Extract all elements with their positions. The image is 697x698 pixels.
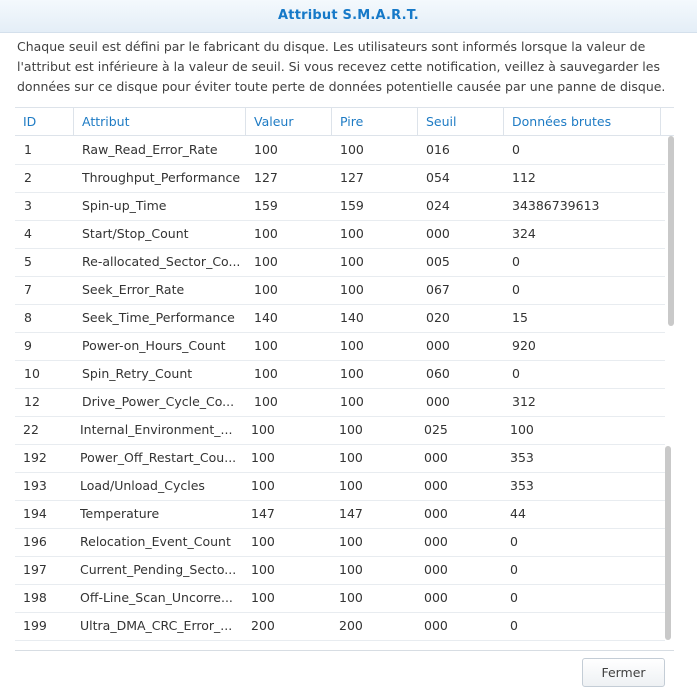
dialog-title: Attribut S.M.A.R.T.: [278, 8, 419, 23]
cell-donnees-brutes: 0: [510, 534, 518, 549]
cell-donnees-brutes: 312: [512, 394, 536, 409]
cell-pire: 159: [340, 198, 364, 213]
column-header-attribut[interactable]: Attribut: [74, 108, 246, 135]
cell-pire: 100: [339, 562, 363, 577]
cell-seuil: 000: [424, 450, 448, 465]
cell-seuil: 025: [424, 422, 448, 437]
scrollbar-thumb-lower[interactable]: [665, 446, 671, 640]
cell-pire: 100: [340, 366, 364, 381]
cell-seuil: 000: [424, 506, 448, 521]
cell-attribut: Load/Unload_Cycles: [80, 478, 205, 493]
cell-id: 5: [24, 254, 32, 269]
table-row[interactable]: [15, 584, 665, 613]
cell-pire: 100: [340, 338, 364, 353]
cell-id: 199: [23, 618, 47, 633]
cell-donnees-brutes: 34386739613: [512, 198, 600, 213]
cell-valeur: 100: [251, 422, 275, 437]
cell-seuil: 000: [424, 478, 448, 493]
cell-donnees-brutes: 920: [512, 338, 536, 353]
cell-id: 1: [24, 142, 32, 157]
cell-donnees-brutes: 0: [510, 618, 518, 633]
cell-donnees-brutes: 0: [510, 590, 518, 605]
scrollbar-thumb-upper[interactable]: [668, 136, 674, 326]
cell-pire: 100: [339, 422, 363, 437]
cell-seuil: 000: [424, 618, 448, 633]
cell-valeur: 159: [254, 198, 278, 213]
cell-pire: 147: [339, 506, 363, 521]
cell-pire: 140: [340, 310, 364, 325]
cell-valeur: 140: [254, 310, 278, 325]
cell-donnees-brutes: 0: [512, 142, 520, 157]
cell-donnees-brutes: 353: [510, 450, 534, 465]
cell-id: 192: [23, 450, 47, 465]
cell-attribut: Power-on_Hours_Count: [82, 338, 226, 353]
column-header-pire[interactable]: Pire: [332, 108, 418, 135]
cell-valeur: 100: [254, 254, 278, 269]
cell-attribut: Off-Line_Scan_Uncorre...: [80, 590, 233, 605]
cell-seuil: 016: [426, 142, 450, 157]
cell-donnees-brutes: 324: [512, 226, 536, 241]
cell-attribut: Re-allocated_Sector_Co...: [82, 254, 241, 269]
cell-attribut: Temperature: [80, 506, 160, 521]
cell-attribut: Raw_Read_Error_Rate: [82, 142, 218, 157]
cell-id: 7: [24, 282, 32, 297]
cell-id: 12: [24, 394, 40, 409]
cell-id: 198: [23, 590, 47, 605]
table-row[interactable]: [15, 304, 665, 333]
cell-id: 4: [24, 226, 32, 241]
cell-valeur: 100: [254, 226, 278, 241]
column-header-donnees-brutes[interactable]: Données brutes: [504, 108, 661, 135]
cell-donnees-brutes: 44: [510, 506, 526, 521]
cell-pire: 100: [340, 282, 364, 297]
cell-id: 22: [23, 422, 39, 437]
cell-seuil: 000: [424, 562, 448, 577]
cell-valeur: 200: [251, 618, 275, 633]
table-header: [15, 108, 674, 136]
cell-id: 194: [23, 506, 47, 521]
cell-attribut: Spin-up_Time: [82, 198, 167, 213]
cell-seuil: 000: [426, 226, 450, 241]
cell-seuil: 000: [426, 394, 450, 409]
cell-pire: 200: [339, 618, 363, 633]
cell-pire: 100: [339, 534, 363, 549]
table-row[interactable]: [15, 612, 665, 641]
cell-attribut: Power_Off_Restart_Cou...: [80, 450, 237, 465]
table-row[interactable]: [15, 248, 665, 277]
cell-id: 3: [24, 198, 32, 213]
table-row[interactable]: [15, 444, 665, 473]
cell-pire: 100: [339, 590, 363, 605]
cell-donnees-brutes: 0: [512, 366, 520, 381]
table-row[interactable]: [15, 332, 665, 361]
cell-id: 10: [24, 366, 40, 381]
table-row[interactable]: [15, 360, 665, 389]
table-row[interactable]: [15, 220, 665, 249]
cell-seuil: 020: [426, 310, 450, 325]
cell-valeur: 147: [251, 506, 275, 521]
cell-attribut: Spin_Retry_Count: [82, 366, 193, 381]
table-row[interactable]: [15, 192, 665, 221]
cell-id: 196: [23, 534, 47, 549]
cell-valeur: 100: [251, 534, 275, 549]
cell-donnees-brutes: 0: [512, 282, 520, 297]
close-button[interactable]: Fermer: [582, 658, 665, 687]
cell-valeur: 100: [254, 338, 278, 353]
cell-pire: 100: [340, 394, 364, 409]
cell-pire: 127: [340, 170, 364, 185]
table-row[interactable]: [15, 276, 665, 305]
cell-attribut: Throughput_Performance: [82, 170, 241, 185]
cell-pire: 100: [340, 142, 364, 157]
table-row[interactable]: [15, 528, 665, 557]
cell-attribut: Drive_Power_Cycle_Co...: [82, 394, 235, 409]
cell-pire: 100: [339, 478, 363, 493]
cell-donnees-brutes: 353: [510, 478, 534, 493]
cell-pire: 100: [339, 450, 363, 465]
cell-seuil: 000: [424, 534, 448, 549]
cell-donnees-brutes: 15: [512, 310, 528, 325]
smart-table: [15, 107, 674, 642]
cell-valeur: 100: [254, 142, 278, 157]
cell-id: 193: [23, 478, 47, 493]
table-row[interactable]: [15, 556, 665, 585]
cell-id: 197: [23, 562, 47, 577]
dialog-titlebar: [0, 0, 697, 33]
cell-seuil: 067: [426, 282, 450, 297]
cell-seuil: 005: [426, 254, 450, 269]
cell-pire: 100: [340, 254, 364, 269]
cell-seuil: 060: [426, 366, 450, 381]
footer-divider: [15, 650, 674, 651]
table-row[interactable]: [15, 388, 665, 417]
cell-donnees-brutes: 0: [510, 562, 518, 577]
description-text: Chaque seuil est défini par le fabricant du disque. Les utilisateurs sont informés lorsque la valeur de l'attribut est inférieure à la valeur de seuil. Si vous recevez cette notification, veillez à sauvegarder les données sur ce disque pour éviter toute perte de données potentielle causée par une panne de disque.: [17, 39, 666, 94]
cell-id: 9: [24, 338, 32, 353]
cell-attribut: Internal_Environment_...: [80, 422, 233, 437]
cell-seuil: 024: [426, 198, 450, 213]
cell-valeur: 100: [254, 282, 278, 297]
cell-valeur: 100: [251, 562, 275, 577]
table-row[interactable]: [15, 472, 665, 501]
cell-attribut: Ultra_DMA_CRC_Error_...: [80, 618, 233, 633]
column-header-valeur[interactable]: Valeur: [246, 108, 332, 135]
cell-attribut: Relocation_Event_Count: [80, 534, 231, 549]
cell-valeur: 100: [251, 590, 275, 605]
cell-attribut: Start/Stop_Count: [82, 226, 189, 241]
column-header-id[interactable]: ID: [15, 108, 74, 135]
cell-id: 2: [24, 170, 32, 185]
cell-donnees-brutes: 112: [512, 170, 536, 185]
cell-valeur: 100: [251, 450, 275, 465]
cell-pire: 100: [340, 226, 364, 241]
cell-valeur: 100: [254, 366, 278, 381]
table-row[interactable]: [15, 164, 665, 193]
cell-donnees-brutes: 0: [512, 254, 520, 269]
cell-attribut: Current_Pending_Secto...: [80, 562, 237, 577]
cell-attribut: Seek_Error_Rate: [82, 282, 185, 297]
cell-valeur: 100: [254, 394, 278, 409]
cell-seuil: 000: [424, 590, 448, 605]
table-row[interactable]: [15, 416, 665, 445]
cell-valeur: 100: [251, 478, 275, 493]
cell-id: 8: [24, 310, 32, 325]
table-row[interactable]: [15, 500, 665, 529]
cell-seuil: 054: [426, 170, 450, 185]
cell-donnees-brutes: 100: [510, 422, 534, 437]
table-row[interactable]: [15, 136, 665, 165]
column-header-seuil[interactable]: Seuil: [418, 108, 504, 135]
cell-attribut: Seek_Time_Performance: [82, 310, 235, 325]
cell-seuil: 000: [426, 338, 450, 353]
cell-valeur: 127: [254, 170, 278, 185]
